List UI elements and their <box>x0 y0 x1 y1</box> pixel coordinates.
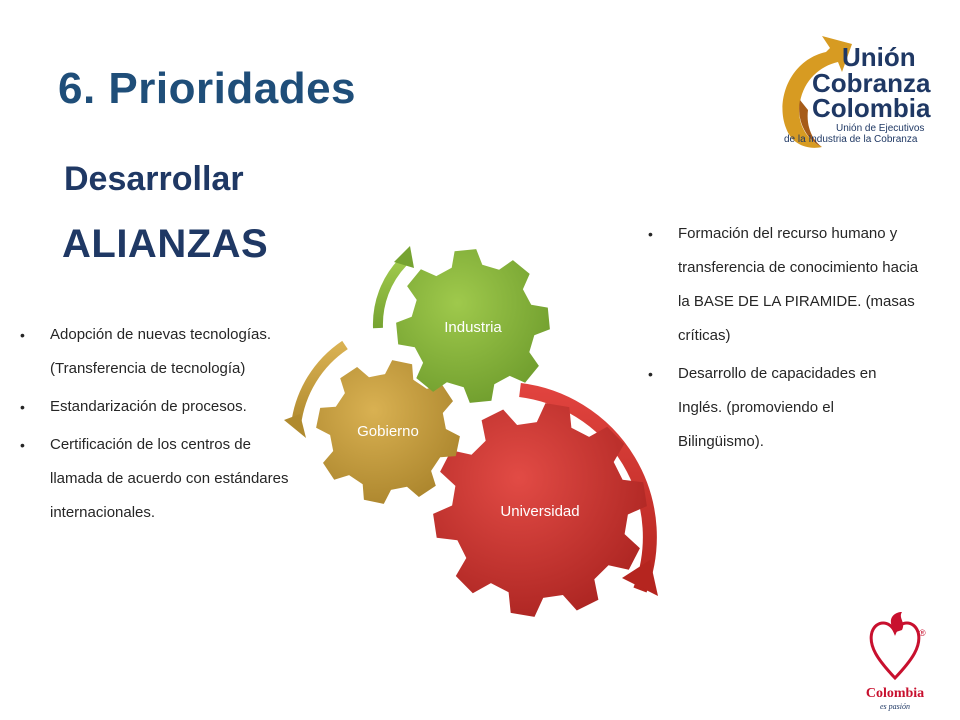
slide-title: 6. Prioridades <box>58 64 357 113</box>
colombia-logo-name: Colombia <box>865 686 925 701</box>
ucc-logo <box>782 36 931 148</box>
gear-label-industria: Industria <box>444 319 502 336</box>
colombia-registered-mark: ® <box>919 628 926 638</box>
colombia-logo-tagline: es pasión <box>880 702 910 711</box>
arrow-gobierno-head-icon <box>284 414 306 438</box>
ucc-logo-line2: Cobranza <box>812 68 931 98</box>
ucc-logo-line1: Unión <box>842 42 916 72</box>
gear-label-gobierno: Gobierno <box>357 423 419 440</box>
ucc-logo-line3: Colombia <box>812 93 931 123</box>
right-bullet-item: • Desarrollo de capacidades en Inglés. (promoviendo el Bilingüismo). <box>648 357 920 459</box>
ucc-logo-tag1: Unión de Ejecutivos <box>836 123 925 134</box>
arrow-industria-icon <box>378 262 403 328</box>
colombia-heart-icon <box>871 623 919 678</box>
ucc-logo-tag2: de la Industria de la Cobranza <box>784 134 918 145</box>
gear-label-universidad: Universidad <box>500 503 580 520</box>
left-bullet-item: • Certificación de los centros de llamada de acuerdo con estándares internacionales. <box>20 428 292 530</box>
left-bullet-item: • Adopción de nuevas tecnologías. (Transferencia de tecnología) <box>20 318 292 386</box>
slide-subtitle: Desarrollar <box>64 160 244 198</box>
left-bullet-item: • Estandarización de procesos. <box>20 390 292 424</box>
colombia-logo <box>866 612 926 711</box>
slide-subtitle-alianzas: ALIANZAS <box>62 222 269 266</box>
right-bullet-item: • Formación del recurso humano y transferencia de conocimiento hacia la BASE DE LA PIRAMIDE. (masas críticas) <box>648 217 920 353</box>
